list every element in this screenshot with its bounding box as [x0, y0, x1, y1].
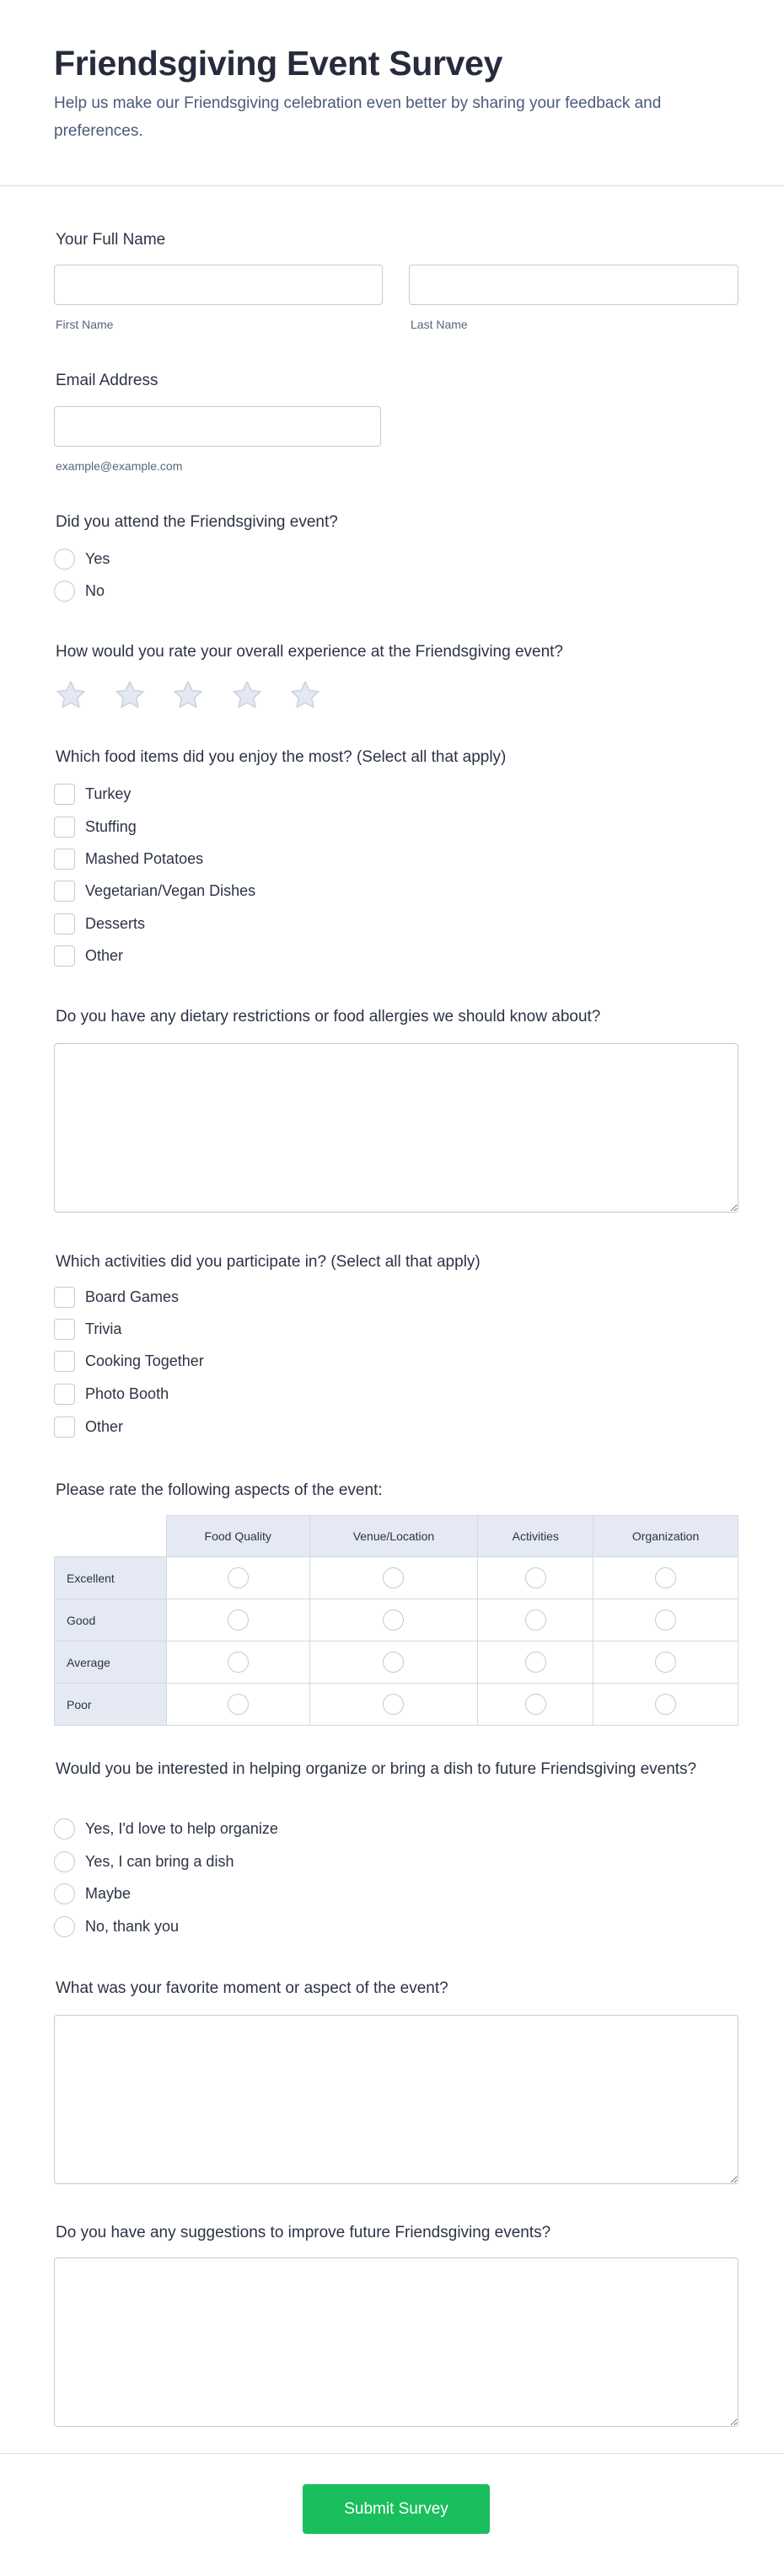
star-icon[interactable] [113, 678, 147, 712]
matrix-row [55, 1557, 738, 1599]
radio-button[interactable] [54, 1851, 75, 1872]
activities-question: Which activities did you participate in? (Select all that apply) [56, 1253, 481, 1271]
radio-button[interactable] [525, 1567, 546, 1588]
option-label: Maybe [85, 1884, 132, 1902]
radio-button[interactable] [655, 1694, 676, 1715]
radio-button[interactable] [525, 1694, 546, 1715]
activities-option[interactable] [54, 1350, 204, 1372]
radio-button[interactable] [655, 1609, 676, 1631]
matrix-column-header: Food Quality [166, 1516, 309, 1557]
matrix-row [55, 1641, 738, 1684]
matrix-cell[interactable] [166, 1557, 309, 1599]
page-title: Friendsgiving Event Survey [54, 44, 503, 83]
food-option[interactable] [54, 848, 203, 870]
submit-button[interactable]: Submit Survey [303, 2484, 490, 2534]
checkbox[interactable] [54, 913, 75, 935]
radio-button[interactable] [383, 1567, 404, 1588]
help-option[interactable] [54, 1818, 278, 1840]
checkbox[interactable] [54, 1351, 75, 1372]
checkbox[interactable] [54, 849, 75, 870]
email-hint: example@example.com [56, 459, 183, 473]
matrix-cell[interactable] [593, 1599, 738, 1641]
matrix-cell[interactable] [478, 1684, 593, 1726]
matrix-cell[interactable] [478, 1557, 593, 1599]
matrix-cell[interactable] [309, 1641, 478, 1684]
matrix-cell[interactable] [478, 1641, 593, 1684]
option-label: Vegetarian/Vegan Dishes [85, 881, 256, 899]
matrix-row-label: Good [55, 1599, 167, 1641]
star-icon[interactable] [230, 678, 264, 712]
attended-option[interactable] [54, 580, 105, 602]
option-label: Turkey [85, 785, 132, 802]
radio-button[interactable] [383, 1652, 404, 1673]
radio-button[interactable] [228, 1652, 249, 1673]
food-question: Which food items did you enjoy the most? (Select all that apply) [56, 748, 507, 766]
option-label: Stuffing [85, 817, 137, 835]
help-question: Would you be interested in helping organize or bring a dish to future Friendsgiving events? [56, 1760, 697, 1778]
full-name-label: Your Full Name [56, 231, 166, 249]
attended-option[interactable] [54, 548, 110, 570]
radio-button[interactable] [54, 1883, 75, 1904]
activities-option[interactable] [54, 1383, 169, 1405]
option-label: Other [85, 1417, 124, 1435]
matrix-row [55, 1684, 738, 1726]
radio-button[interactable] [228, 1609, 249, 1631]
option-label: No [85, 581, 105, 599]
radio-button[interactable] [54, 1916, 75, 1937]
matrix-column-header: Organization [593, 1516, 738, 1557]
dietary-textarea[interactable] [54, 1043, 738, 1213]
suggestions-textarea[interactable] [54, 2257, 738, 2427]
first-name-input[interactable] [54, 265, 383, 305]
food-option[interactable] [54, 816, 137, 838]
matrix-cell[interactable] [166, 1599, 309, 1641]
option-label: Photo Booth [85, 1384, 169, 1402]
radio-button[interactable] [525, 1652, 546, 1673]
option-label: Mashed Potatoes [85, 849, 204, 867]
option-label: Yes, I'd love to help organize [85, 1819, 278, 1837]
food-option[interactable] [54, 945, 123, 967]
radio-button[interactable] [655, 1567, 676, 1588]
rating-matrix [54, 1515, 738, 1726]
first-name-sublabel: First Name [56, 318, 114, 331]
matrix-cell[interactable] [309, 1557, 478, 1599]
matrix-row-label: Excellent [55, 1557, 167, 1599]
option-label: Other [85, 946, 124, 964]
radio-button[interactable] [228, 1567, 249, 1588]
matrix-row-label: Average [55, 1641, 167, 1684]
dietary-question: Do you have any dietary restrictions or food allergies we should know about? [56, 1008, 601, 1026]
suggestions-question: Do you have any suggestions to improve future Friendsgiving events? [56, 2224, 551, 2241]
email-label: Email Address [56, 372, 158, 389]
checkbox[interactable] [54, 1319, 75, 1340]
matrix-cell[interactable] [478, 1599, 593, 1641]
attended-question: Did you attend the Friendsgiving event? [56, 513, 338, 531]
email-input[interactable] [54, 406, 381, 447]
star-icon[interactable] [288, 678, 322, 712]
option-label: Board Games [85, 1288, 180, 1305]
matrix-row-label: Poor [55, 1684, 167, 1726]
checkbox[interactable] [54, 784, 75, 805]
matrix-cell[interactable] [593, 1684, 738, 1726]
radio-button[interactable] [383, 1609, 404, 1631]
checkbox[interactable] [54, 1417, 75, 1438]
page-subtitle: Help us make our Friendsgiving celebration even better by sharing your feedback and preferences. [54, 94, 662, 140]
star-icon[interactable] [54, 678, 88, 712]
footer-divider [0, 2453, 784, 2454]
option-label: Yes, I can bring a dish [85, 1852, 234, 1870]
checkbox[interactable] [54, 945, 75, 967]
last-name-input[interactable] [409, 265, 738, 305]
checkbox[interactable] [54, 1384, 75, 1405]
radio-button[interactable] [525, 1609, 546, 1631]
activities-option[interactable] [54, 1416, 123, 1438]
help-option[interactable] [54, 1850, 234, 1872]
radio-button[interactable] [228, 1694, 249, 1715]
star-icon[interactable] [171, 678, 205, 712]
matrix-corner [55, 1516, 167, 1557]
radio-button[interactable] [54, 581, 75, 602]
matrix-cell[interactable] [593, 1641, 738, 1684]
checkbox[interactable] [54, 1287, 75, 1308]
rating-question: How would you rate your overall experience at the Friendsgiving event? [56, 643, 563, 661]
matrix-cell[interactable] [593, 1557, 738, 1599]
food-option[interactable] [54, 783, 131, 805]
header-divider [0, 185, 784, 186]
radio-button[interactable] [655, 1652, 676, 1673]
option-label: No, thank you [85, 1917, 180, 1935]
food-option[interactable] [54, 913, 145, 935]
radio-button[interactable] [54, 549, 75, 570]
matrix-cell[interactable] [166, 1684, 309, 1726]
food-option[interactable] [54, 880, 255, 902]
help-option[interactable] [54, 1882, 131, 1904]
help-option[interactable] [54, 1915, 179, 1937]
radio-button[interactable] [54, 1818, 75, 1840]
option-label: Cooking Together [85, 1352, 204, 1369]
option-label: Desserts [85, 914, 146, 932]
favorite-question: What was your favorite moment or aspect of the event? [56, 1979, 448, 1997]
matrix-cell[interactable] [166, 1641, 309, 1684]
option-label: Trivia [85, 1320, 122, 1337]
activities-option[interactable] [54, 1286, 179, 1308]
matrix-row [55, 1599, 738, 1641]
matrix-cell[interactable] [309, 1684, 478, 1726]
matrix-question: Please rate the following aspects of the event: [56, 1481, 383, 1499]
option-label: Yes [85, 549, 110, 567]
last-name-sublabel: Last Name [411, 318, 468, 331]
radio-button[interactable] [383, 1694, 404, 1715]
matrix-column-header: Venue/Location [309, 1516, 478, 1557]
activities-option[interactable] [54, 1318, 121, 1340]
matrix-cell[interactable] [309, 1599, 478, 1641]
checkbox[interactable] [54, 817, 75, 838]
checkbox[interactable] [54, 881, 75, 902]
favorite-textarea[interactable] [54, 2015, 738, 2184]
matrix-column-header: Activities [478, 1516, 593, 1557]
